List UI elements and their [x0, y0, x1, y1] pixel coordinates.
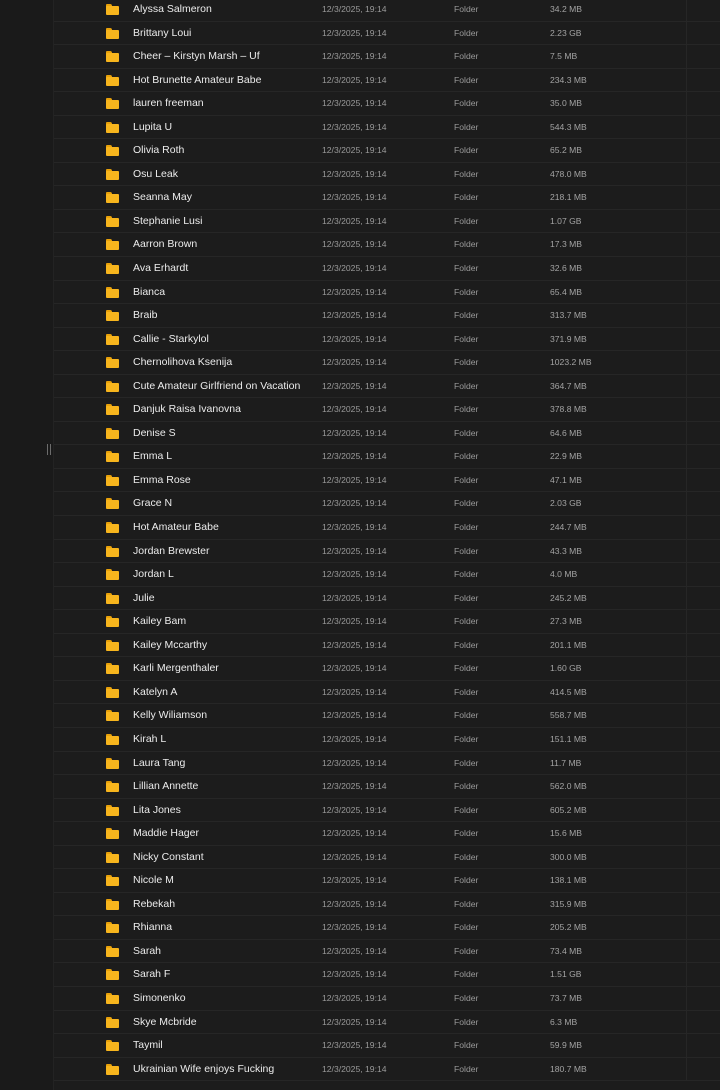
folder-icon — [106, 216, 119, 226]
file-size: 1.60 GB — [550, 663, 582, 674]
file-row[interactable] — [54, 634, 720, 658]
file-row[interactable] — [54, 210, 720, 234]
folder-icon — [106, 145, 119, 155]
file-date-modified: 12/3/2025, 19:14 — [322, 781, 387, 792]
file-size: 605.2 MB — [550, 804, 587, 815]
file-kind: Folder — [454, 757, 479, 768]
folder-icon — [106, 781, 119, 791]
file-size: 59.9 MB — [550, 1040, 583, 1051]
file-kind: Folder — [454, 686, 479, 697]
file-row[interactable] — [54, 728, 720, 752]
file-row[interactable] — [54, 963, 720, 987]
file-row[interactable] — [54, 869, 720, 893]
file-size: 7.5 MB — [550, 51, 578, 62]
folder-icon — [106, 404, 119, 414]
file-kind: Folder — [454, 286, 479, 297]
file-size: 1.51 GB — [550, 969, 582, 980]
file-size: 17.3 MB — [550, 239, 583, 250]
file-size: 562.0 MB — [550, 781, 587, 792]
file-kind: Folder — [454, 545, 479, 556]
folder-icon — [106, 1040, 119, 1050]
file-date-modified: 12/3/2025, 19:14 — [322, 1040, 387, 1051]
file-date-modified: 12/3/2025, 19:14 — [322, 710, 387, 721]
file-size: 378.8 MB — [550, 404, 587, 415]
file-row[interactable] — [54, 116, 720, 140]
file-name: Lillian Annette — [133, 780, 199, 793]
file-date-modified: 12/3/2025, 19:14 — [322, 828, 387, 839]
folder-icon — [106, 1017, 119, 1027]
file-date-modified: 12/3/2025, 19:14 — [322, 215, 387, 226]
file-name: Brittany Loui — [133, 26, 192, 39]
file-size: 414.5 MB — [550, 686, 587, 697]
file-kind: Folder — [454, 992, 479, 1003]
file-date-modified: 12/3/2025, 19:14 — [322, 663, 387, 674]
file-size: 11.7 MB — [550, 757, 582, 768]
file-row[interactable] — [54, 516, 720, 540]
file-date-modified: 12/3/2025, 19:14 — [322, 404, 387, 415]
file-kind: Folder — [454, 522, 479, 533]
file-date-modified: 12/3/2025, 19:14 — [322, 616, 387, 627]
file-name: Olivia Roth — [133, 144, 185, 157]
folder-icon — [106, 75, 119, 85]
file-kind: Folder — [454, 427, 479, 438]
file-name: Aarron Brown — [133, 238, 198, 251]
file-name: Nicole M — [133, 874, 174, 887]
file-kind: Folder — [454, 474, 479, 485]
file-name: Hot Amateur Babe — [133, 521, 219, 534]
file-name: Bianca — [133, 285, 166, 298]
file-size: 151.1 MB — [550, 733, 587, 744]
folder-icon — [106, 899, 119, 909]
file-name: Stephanie Lusi — [133, 214, 203, 227]
file-kind: Folder — [454, 639, 479, 650]
file-size: 27.3 MB — [550, 616, 583, 627]
file-kind: Folder — [454, 27, 479, 38]
file-row[interactable] — [54, 304, 720, 328]
sidebar-resize-handle[interactable] — [47, 444, 51, 455]
file-kind: Folder — [454, 404, 479, 415]
file-kind: Folder — [454, 1063, 479, 1074]
folder-icon — [106, 616, 119, 626]
file-row[interactable] — [54, 492, 720, 516]
folder-icon — [106, 734, 119, 744]
folder-icon — [106, 758, 119, 768]
file-name: Rhianna — [133, 921, 173, 934]
file-row[interactable] — [54, 775, 720, 799]
file-row[interactable] — [54, 375, 720, 399]
file-kind: Folder — [454, 969, 479, 980]
file-row[interactable] — [54, 893, 720, 917]
file-date-modified: 12/3/2025, 19:14 — [322, 639, 387, 650]
folder-icon — [106, 263, 119, 273]
file-name: Hot Brunette Amateur Babe — [133, 73, 262, 86]
file-name: Karli Mergenthaler — [133, 662, 219, 675]
file-name: Julie — [133, 591, 155, 604]
file-kind: Folder — [454, 168, 479, 179]
file-name: Kailey Mccarthy — [133, 638, 208, 651]
file-name: Jordan Brewster — [133, 544, 210, 557]
file-row[interactable] — [54, 799, 720, 823]
file-name: lauren freeman — [133, 97, 204, 110]
folder-icon — [106, 946, 119, 956]
file-kind: Folder — [454, 804, 479, 815]
folder-icon — [106, 522, 119, 532]
folder-icon — [106, 922, 119, 932]
file-row[interactable] — [54, 657, 720, 681]
folder-icon — [106, 969, 119, 979]
folder-icon — [106, 428, 119, 438]
file-kind: Folder — [454, 380, 479, 391]
file-row[interactable] — [54, 540, 720, 564]
file-name: Osu Leak — [133, 167, 178, 180]
file-date-modified: 12/3/2025, 19:14 — [322, 592, 387, 603]
file-row[interactable] — [54, 186, 720, 210]
file-date-modified: 12/3/2025, 19:14 — [322, 804, 387, 815]
file-date-modified: 12/3/2025, 19:14 — [322, 263, 387, 274]
file-size: 22.9 MB — [550, 451, 583, 462]
folder-icon — [106, 122, 119, 132]
folder-icon — [106, 546, 119, 556]
file-size: 2.03 GB — [550, 498, 582, 509]
file-size: 244.7 MB — [550, 522, 587, 533]
file-date-modified: 12/3/2025, 19:14 — [322, 380, 387, 391]
file-kind: Folder — [454, 192, 479, 203]
file-size: 234.3 MB — [550, 74, 587, 85]
file-size: 73.4 MB — [550, 945, 583, 956]
file-name: Nicky Constant — [133, 850, 204, 863]
file-kind: Folder — [454, 616, 479, 627]
file-name: Taymil — [133, 1039, 163, 1052]
file-name: Emma Rose — [133, 473, 191, 486]
file-name: Skye Mcbride — [133, 1015, 197, 1028]
folder-icon — [106, 710, 119, 720]
folder-icon — [106, 239, 119, 249]
file-date-modified: 12/3/2025, 19:14 — [322, 474, 387, 485]
file-size: 180.7 MB — [550, 1063, 587, 1074]
file-size: 1.07 GB — [550, 215, 582, 226]
file-name: Seanna May — [133, 191, 192, 204]
file-row[interactable] — [54, 163, 720, 187]
file-name: Grace N — [133, 497, 173, 510]
folder-icon — [106, 4, 119, 14]
folder-icon — [106, 875, 119, 885]
file-row[interactable] — [54, 139, 720, 163]
file-name: Braib — [133, 309, 158, 322]
file-size: 313.7 MB — [550, 310, 587, 321]
file-row[interactable] — [54, 587, 720, 611]
file-kind: Folder — [454, 4, 479, 14]
file-name: Lita Jones — [133, 803, 181, 816]
file-size: 300.0 MB — [550, 851, 587, 862]
file-kind: Folder — [454, 781, 479, 792]
folder-icon — [106, 593, 119, 603]
file-date-modified: 12/3/2025, 19:14 — [322, 545, 387, 556]
file-date-modified: 12/3/2025, 19:14 — [322, 4, 387, 14]
file-kind: Folder — [454, 1016, 479, 1027]
file-row[interactable] — [54, 846, 720, 870]
folder-icon — [106, 852, 119, 862]
file-name: Denise S — [133, 426, 176, 439]
file-kind: Folder — [454, 145, 479, 156]
file-kind: Folder — [454, 875, 479, 886]
file-row[interactable] — [54, 45, 720, 69]
file-name: Kirah L — [133, 732, 167, 745]
folder-icon — [106, 475, 119, 485]
folder-icon — [106, 828, 119, 838]
file-row[interactable] — [54, 69, 720, 93]
folder-icon — [106, 640, 119, 650]
file-name: Chernolihova Ksenija — [133, 356, 233, 369]
file-name: Callie - Starkylol — [133, 332, 209, 345]
file-name: Maddie Hager — [133, 827, 199, 840]
file-kind: Folder — [454, 74, 479, 85]
folder-icon — [106, 310, 119, 320]
file-date-modified: 12/3/2025, 19:14 — [322, 74, 387, 85]
file-row[interactable] — [54, 822, 720, 846]
file-name: Kailey Bam — [133, 615, 187, 628]
file-name: Jordan L — [133, 568, 174, 581]
file-row[interactable] — [54, 469, 720, 493]
file-name: Cute Amateur Girlfriend on Vacation — [133, 379, 301, 392]
file-row[interactable] — [54, 233, 720, 257]
file-kind: Folder — [454, 710, 479, 721]
file-kind: Folder — [454, 98, 479, 109]
file-name: Laura Tang — [133, 756, 186, 769]
file-name: Lupita U — [133, 120, 173, 133]
file-date-modified: 12/3/2025, 19:14 — [322, 286, 387, 297]
file-date-modified: 12/3/2025, 19:14 — [322, 192, 387, 203]
file-date-modified: 12/3/2025, 19:14 — [322, 333, 387, 344]
file-size: 43.3 MB — [550, 545, 583, 556]
file-date-modified: 12/3/2025, 19:14 — [322, 427, 387, 438]
file-date-modified: 12/3/2025, 19:14 — [322, 498, 387, 509]
file-size: 364.7 MB — [550, 380, 587, 391]
file-size: 478.0 MB — [550, 168, 587, 179]
file-date-modified: 12/3/2025, 19:14 — [322, 733, 387, 744]
file-size: 138.1 MB — [550, 875, 587, 886]
folder-icon — [106, 663, 119, 673]
file-row[interactable] — [54, 445, 720, 469]
file-row[interactable] — [54, 328, 720, 352]
folder-icon — [106, 287, 119, 297]
file-row[interactable] — [54, 704, 720, 728]
file-size: 15.6 MB — [550, 828, 583, 839]
file-row[interactable] — [54, 92, 720, 116]
file-kind: Folder — [454, 239, 479, 250]
file-size: 245.2 MB — [550, 592, 587, 603]
file-date-modified: 12/3/2025, 19:14 — [322, 875, 387, 886]
file-date-modified: 12/3/2025, 19:14 — [322, 121, 387, 132]
file-kind: Folder — [454, 263, 479, 274]
folder-icon — [106, 498, 119, 508]
file-kind: Folder — [454, 310, 479, 321]
file-date-modified: 12/3/2025, 19:14 — [322, 310, 387, 321]
file-kind: Folder — [454, 922, 479, 933]
file-date-modified: 12/3/2025, 19:14 — [322, 145, 387, 156]
file-kind: Folder — [454, 733, 479, 744]
file-kind: Folder — [454, 851, 479, 862]
file-size: 32.6 MB — [550, 263, 583, 274]
file-size: 315.9 MB — [550, 898, 587, 909]
file-name: Sarah F — [133, 968, 171, 981]
file-size: 65.4 MB — [550, 286, 583, 297]
file-name: Simonenko — [133, 991, 186, 1004]
file-row[interactable] — [54, 0, 720, 22]
file-row[interactable] — [54, 257, 720, 281]
file-name: Cheer – Kirstyn Marsh – Uf — [133, 50, 260, 63]
file-row[interactable] — [54, 1058, 720, 1082]
file-size: 1023.2 MB — [550, 357, 592, 368]
file-size: 6.3 MB — [550, 1016, 578, 1027]
file-kind: Folder — [454, 592, 479, 603]
file-date-modified: 12/3/2025, 19:14 — [322, 522, 387, 533]
file-name: Alyssa Salmeron — [133, 3, 212, 15]
file-date-modified: 12/3/2025, 19:14 — [322, 969, 387, 980]
file-date-modified: 12/3/2025, 19:14 — [322, 757, 387, 768]
file-kind: Folder — [454, 1040, 479, 1051]
file-row[interactable] — [54, 681, 720, 705]
folder-icon — [106, 805, 119, 815]
file-size: 35.0 MB — [550, 98, 583, 109]
file-row[interactable] — [54, 987, 720, 1011]
file-name: Rebekah — [133, 897, 176, 910]
file-kind: Folder — [454, 215, 479, 226]
file-row[interactable] — [54, 563, 720, 587]
file-size: 558.7 MB — [550, 710, 587, 721]
sidebar — [0, 0, 54, 1090]
file-row[interactable] — [54, 940, 720, 964]
file-kind: Folder — [454, 451, 479, 462]
file-name: Kelly Wiliamson — [133, 709, 208, 722]
folder-icon — [106, 192, 119, 202]
file-row[interactable] — [54, 916, 720, 940]
folder-icon — [106, 451, 119, 461]
file-date-modified: 12/3/2025, 19:14 — [322, 98, 387, 109]
file-size: 201.1 MB — [550, 639, 587, 650]
file-name: Ava Erhardt — [133, 262, 189, 275]
file-date-modified: 12/3/2025, 19:14 — [322, 357, 387, 368]
file-size: 64.6 MB — [550, 427, 583, 438]
file-size: 47.1 MB — [550, 474, 583, 485]
file-kind: Folder — [454, 51, 479, 62]
file-kind: Folder — [454, 498, 479, 509]
file-row[interactable] — [54, 281, 720, 305]
file-size: 544.3 MB — [550, 121, 587, 132]
file-date-modified: 12/3/2025, 19:14 — [322, 686, 387, 697]
folder-icon — [106, 169, 119, 179]
file-row[interactable] — [54, 752, 720, 776]
file-size: 73.7 MB — [550, 992, 583, 1003]
file-name: Danjuk Raisa Ivanovna — [133, 403, 241, 416]
file-name: Katelyn A — [133, 685, 178, 698]
file-size: 65.2 MB — [550, 145, 583, 156]
file-list — [54, 0, 720, 1081]
file-kind: Folder — [454, 357, 479, 368]
file-date-modified: 12/3/2025, 19:14 — [322, 992, 387, 1003]
file-size: 4.0 MB — [550, 569, 578, 580]
file-name: Emma L — [133, 450, 173, 463]
file-date-modified: 12/3/2025, 19:14 — [322, 1063, 387, 1074]
file-row[interactable] — [54, 422, 720, 446]
file-row[interactable] — [54, 1034, 720, 1058]
file-size: 371.9 MB — [550, 333, 587, 344]
file-date-modified: 12/3/2025, 19:14 — [322, 168, 387, 179]
file-date-modified: 12/3/2025, 19:14 — [322, 239, 387, 250]
file-date-modified: 12/3/2025, 19:14 — [322, 27, 387, 38]
file-kind: Folder — [454, 828, 479, 839]
file-size: 218.1 MB — [550, 192, 587, 203]
file-kind: Folder — [454, 333, 479, 344]
file-kind: Folder — [454, 945, 479, 956]
file-row[interactable] — [54, 1011, 720, 1035]
file-date-modified: 12/3/2025, 19:14 — [322, 451, 387, 462]
file-date-modified: 12/3/2025, 19:14 — [322, 1016, 387, 1027]
folder-icon — [106, 381, 119, 391]
file-kind: Folder — [454, 121, 479, 132]
file-name: Sarah — [133, 944, 162, 957]
folder-icon — [106, 51, 119, 61]
file-date-modified: 12/3/2025, 19:14 — [322, 851, 387, 862]
file-row[interactable] — [54, 351, 720, 375]
folder-icon — [106, 28, 119, 38]
folder-icon — [106, 1064, 119, 1074]
file-name: Ukrainian Wife enjoys Fucking — [133, 1062, 275, 1075]
file-kind: Folder — [454, 898, 479, 909]
folder-icon — [106, 687, 119, 697]
folder-icon — [106, 334, 119, 344]
file-date-modified: 12/3/2025, 19:14 — [322, 945, 387, 956]
folder-icon — [106, 993, 119, 1003]
file-date-modified: 12/3/2025, 19:14 — [322, 569, 387, 580]
folder-icon — [106, 98, 119, 108]
file-size: 34.2 MB — [550, 4, 583, 14]
file-size: 2.23 GB — [550, 27, 582, 38]
file-row[interactable] — [54, 398, 720, 422]
file-kind: Folder — [454, 569, 479, 580]
folder-icon — [106, 569, 119, 579]
file-date-modified: 12/3/2025, 19:14 — [322, 51, 387, 62]
file-size: 205.2 MB — [550, 922, 587, 933]
file-row[interactable] — [54, 22, 720, 46]
file-date-modified: 12/3/2025, 19:14 — [322, 922, 387, 933]
file-row[interactable] — [54, 610, 720, 634]
folder-icon — [106, 357, 119, 367]
file-kind: Folder — [454, 663, 479, 674]
file-date-modified: 12/3/2025, 19:14 — [322, 898, 387, 909]
